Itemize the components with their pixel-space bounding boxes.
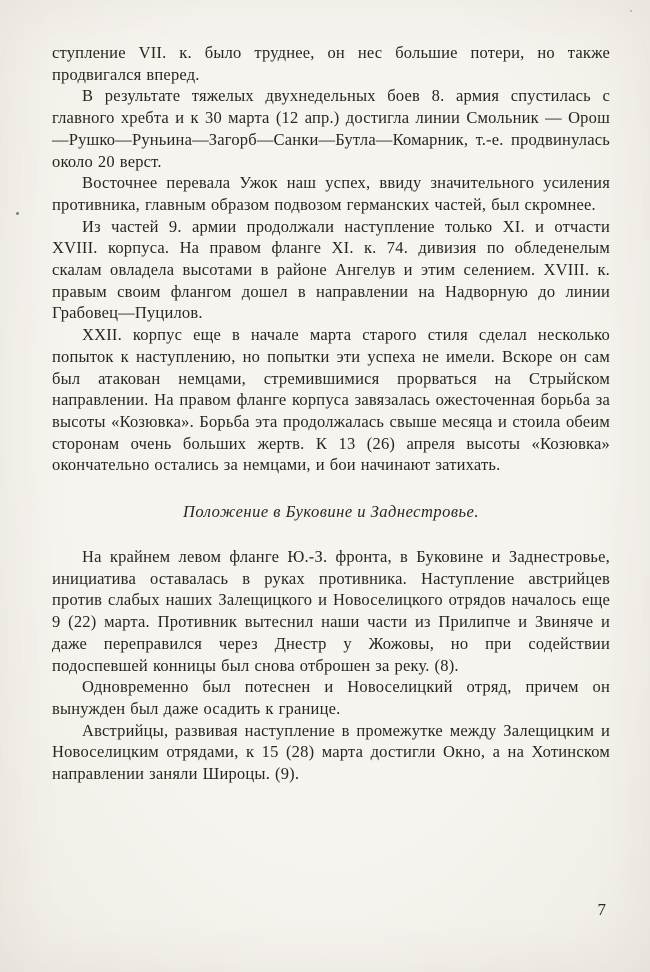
paragraph: На крайнем левом фланге Ю.-З. фронта, в Буковине и Заднестровье, инициатива оставалась в руках противника. Наступление австрийцев против слабых наших Залещицкого и Новоселицкого отрядов началось еще 9 (22) марта. Противник вытеснил наши части из Прилипче и Звиняче и даже переправился через Днестр у Жожовы, но при содействии подоспевшей конницы был снова отброшен за реку. (8). xyxy=(52,547,610,675)
page-number: 7 xyxy=(597,900,606,919)
section-heading: Положение в Буковине и Заднестровье. xyxy=(183,502,479,522)
paragraph: Одновременно был потеснен и Новоселицкий отряд, причем он вынужден был даже осадить к границе. xyxy=(52,677,610,718)
paragraph: XXII. корпус еще в начале марта старого стиля сделал несколько попыток к наступлению, но попытки эти успеха не имели. Вскоре он сам был атакован немцами, стремившимися прорваться на Стрыйском направлении. На правом фланге корпуса завязалась ожесточенная борьба за высоты «Козювка». Борьба эта продолжалась свыше месяца и стоила обеим сторонам очень больших жертв. К 13 (26) апреля высоты «Козювка» окончательно остались за немцами, и бои начинают затихать. xyxy=(52,325,610,475)
scan-speck xyxy=(16,212,19,215)
page-text xyxy=(52,42,610,785)
paragraph: В результате тяжелых двухнедельных боев 8. армия спустилась с главного хребта и к 30 марта (12 апр.) достигла линии Смольник — Орош—Рушко—Руньина—Загорб—Санки—Бутла—Комарник, т.-е. продвинулась около 20 верст. xyxy=(52,86,610,171)
scan-speck xyxy=(630,10,632,12)
paragraph: Из частей 9. армии продолжали наступление только XI. и отчасти XVIII. корпуса. На правом фланге XI. к. 74. дивизия по обледенелым скалам овладела высотами в районе Ангелув и этим селением. XVIII. к. правым своим флангом дошел в направлении на Надворную до линии Грабовец—Пуцилов. xyxy=(52,216,610,323)
paragraph: Австрийцы, развивая наступление в промежутке между Залещицким и Новоселицким отрядами, к 15 (28) марта достигли Окно, а на Хотинском направлении заняли Широцы. (9). xyxy=(52,720,610,784)
paragraph: Восточнее перевала Ужок наш успех, ввиду значительного усиления противника, главным образом подвозом германских частей, был скромнее. xyxy=(52,173,610,214)
paragraph: ступление VII. к. было труднее, он нес большие потери, но также продвигался вперед. xyxy=(52,43,610,84)
